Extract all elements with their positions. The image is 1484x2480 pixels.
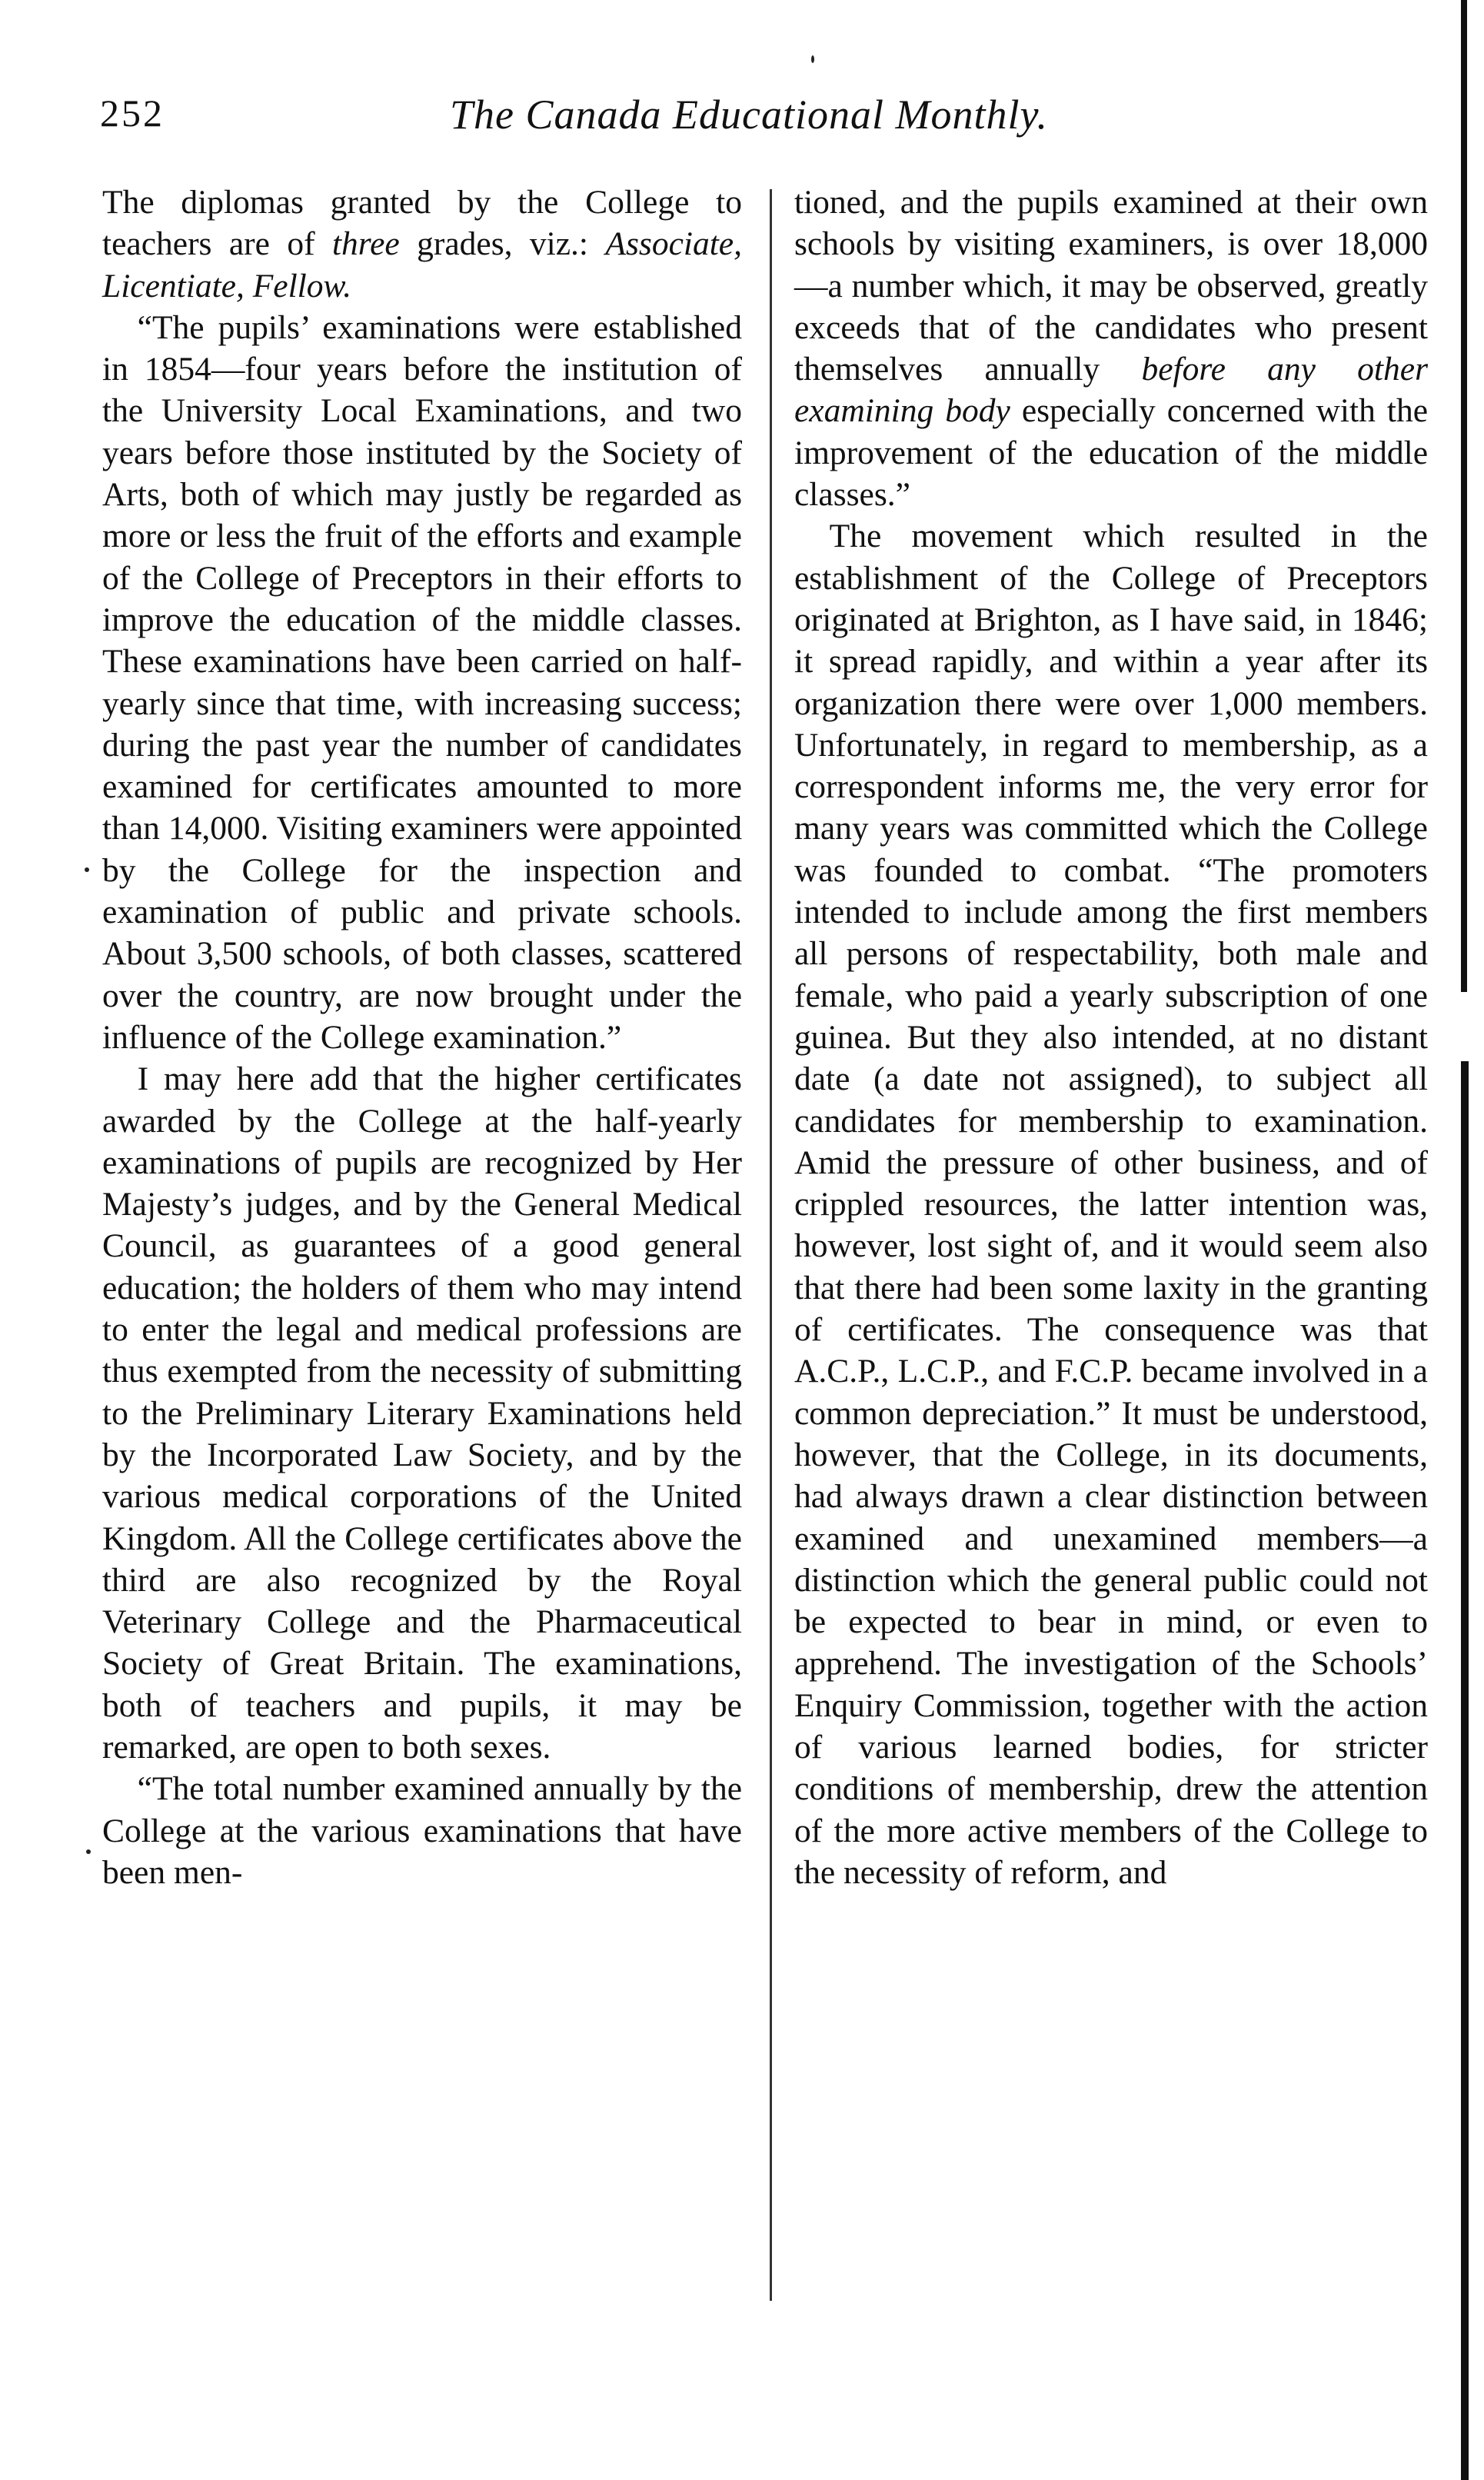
running-title: The Canada Educational Monthly.: [450, 92, 1048, 138]
italic-text: three: [331, 225, 400, 263]
print-fleck: [811, 55, 814, 63]
text-run: grades, viz.:: [399, 225, 606, 263]
text-run: The diplomas granted by the College to teachers are of: [102, 184, 742, 263]
page-edge-shadow-top: [1461, 0, 1467, 992]
print-fleck: [86, 1849, 91, 1854]
text-run: especially concerned with the improvement of the education of the middle classes.”: [794, 392, 1429, 514]
italic-text: before any other examining body: [794, 351, 1428, 430]
paragraph: [102, 1768, 742, 1893]
text-run: The movement which resulted in the establishment of the College of Preceptors originated at Brighton, as I have said, in 1846; it spread rapidly, and within a year after its organization there were over 1,000 members. Unfortunately, in regard to membership, as a correspondent informs me, the very error for many years was committed which the College was founded to combat. “The promoters intended to include among the first members all persons of respectability, both male and female, who paid a yearly subscription of one guinea. But they also intended, at no distant date (a date not assigned), to subject all candidates for membership to examination. Amid the pressure of other business, and of crippled resources, the latter intention was, however, lost sight of, and it would seem also that there had been some laxity in the granting of certificates. The consequence was that A.C.P., L.C.P., and F.C.P. became involved in a common depreciation.” It must be understood, however, that the College, in its documents, had always drawn a clear distinction between examined and unexamined members—a distinction which the general public could not be expected to bear in mind, or even to apprehend. The investigation of the Schools’ Enquiry Commission, together with the action of various learned bodies, for stricter conditions of membership, drew the attention of the more active members of the College to the necessity of reform, and: [794, 518, 1428, 1891]
page-number: 252: [100, 92, 165, 135]
right-column: [794, 181, 1428, 1893]
text-run: “The total number examined annually by the College at the various examinations that have been men-: [102, 1770, 742, 1891]
page-edge-shadow-bottom: [1461, 1061, 1469, 2480]
text-run: I may here add that the higher certificates awarded by the College at the half-yearly examinations of pupils are recognized by Her Majesty’s judges, and by the General Medical Council, as guarantees of a good general education; the holders of them who may intend to enter the legal and medical professions are thus exempted from the necessity of submitting to the Preliminary Literary Examinations held by the Incorporated Law Society, and by the various medical corporations of the United Kingdom. All the College certificates above the third are also recognized by the Royal Veterinary College and the Pharmaceutical Society of Great Britain. The examinations, both of teachers and pupils, it may be remarked, are open to both sexes.: [102, 1060, 742, 1766]
continued-paragraph: [794, 181, 1428, 515]
paragraph: [102, 1058, 742, 1768]
text-run: tioned, and the pupils examined at their own schools by visiting examiners, is over 18,000—a number which, it may be observed, greatly exceeds that of the candidates who present themselves annually: [794, 184, 1428, 388]
paragraph: [794, 515, 1428, 1893]
print-fleck: [85, 867, 89, 872]
italic-text: Associate, Licentiate, Fellow.: [102, 225, 742, 305]
text-run: “The pupils’ examinations were established in 1854—four years before the institution of the University Local Examinations, and two years before those instituted by the Society of Arts, both of which may justly be regarded as more or less the fruit of the efforts and example of the College of Preceptors in their efforts to improve the education of the middle classes. These examinations have been carried on half-yearly since that time, with increasing success; during the past year the number of candidates examined for certificates amounted to more than 14,000. Visiting examiners were appointed by the College for the inspection and examination of public and private schools. About 3,500 schools, of both classes, scattered over the country, are now brought under the influence of the College examination.”: [102, 308, 742, 1056]
column-divider: [770, 189, 772, 2301]
continued-paragraph: [102, 181, 742, 307]
left-column: [102, 181, 742, 1893]
paragraph: [102, 307, 742, 1058]
page-header: [0, 91, 1484, 152]
